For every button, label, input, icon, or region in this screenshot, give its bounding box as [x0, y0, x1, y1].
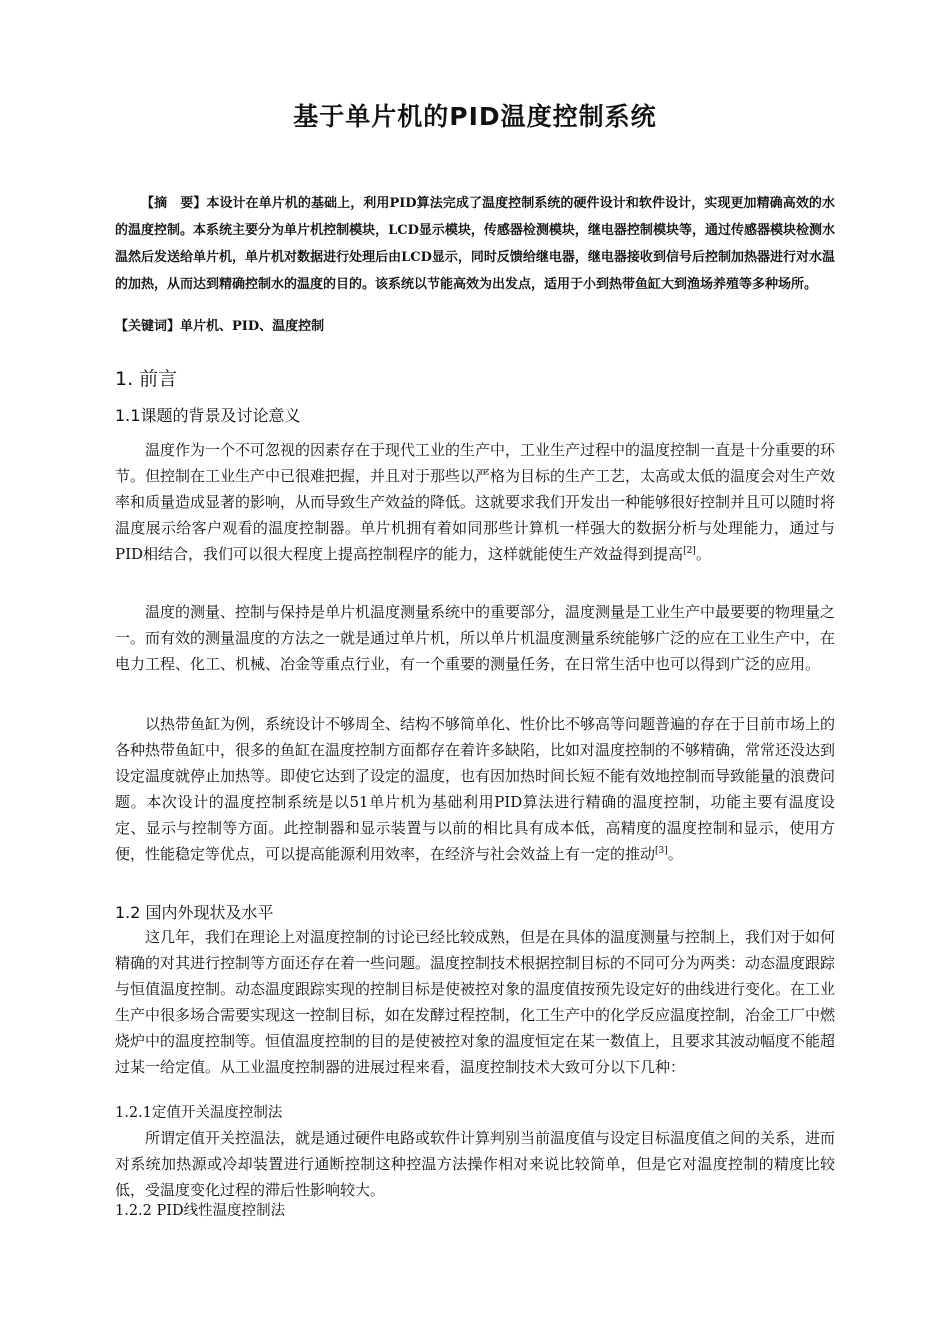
document-title: 基于单片机的PID温度控制系统 [293, 102, 657, 131]
paragraph-text: 温度作为一个不可忽视的因素存在于现代工业的生产中，工业生产过程中的温度控制一直是十分重要的环节。但控制在工业生产中已很难把握，并且对于那些以严格为目标的生产工艺，太高或太低的温度会对生产效率和质量造成显著的影响，从而导致生产效益的降低。这就要求我们开发出一种能够很好控制并且可以随时将温度展示给客户观看的温度控制器。单片机拥有着如同那些计算机一样强大的数据分析与处理能力，通过与PID相结合，我们可以很大程度上提高控制程序的能力，这样就能使生产效益得到提高 [115, 441, 836, 563]
keywords-line: 【关键词】单片机、PID、温度控制 [115, 319, 325, 334]
section-1-1-heading: 1.1课题的背景及讨论意义 [115, 406, 301, 425]
section-1-2-heading: 1.2 国内外现状及水平 [115, 903, 274, 922]
paragraph-end: 。 [695, 545, 711, 563]
citation-ref: [3] [655, 846, 668, 856]
abstract-paragraph: 【摘 要】本设计在单片机的基础上，利用PID算法完成了温度控制系统的硬件设计和软件设计，实现更加精确高效的水的温度控制。本系统主要分为单片机控制模块，LCD显示模块，传感器检测模块，继电器控制模块等，通过传感器模块检测水温然后发送给单片机，单片机对数据进行处理后由LCD显示，同时反馈给继电器，继电器接收到信号后控制加热器进行对水温的加热，从而达到精确控制水的温度的目的。该系统以节能高效为出发点，适用于小到热带鱼缸大到渔场养殖等多种场所。 [115, 196, 835, 292]
paragraph-end: 。 [667, 845, 683, 863]
section-1-heading: 1. 前言 [115, 368, 178, 390]
section-1-2-2-heading: 1.2.2 PID线性温度控制法 [115, 1203, 286, 1219]
section-1-1-paragraph-2: 温度的测量、控制与保持是单片机温度测量系统中的重要部分，温度测量是工业生产中最要要的物理量之一。而有效的测量温度的方法之一就是通过单片机，所以单片机温度测量系统能够广泛的应在工业生产中，在电力工程、化工、机械、冶金等重点行业，有一个重要的测量任务，在日常生活中也可以得到广泛的应用。 [115, 603, 836, 673]
paragraph-text: 以热带鱼缸为例，系统设计不够周全、结构不够简单化、性价比不够高等问题普遍的存在于目前市场上的各种热带鱼缸中，很多的鱼缸在温度控制方面都存在着许多缺陷，比如对温度控制的不够精确，常常还没达到设定温度就停止加热等。即使它达到了设定的温度，也有因加热时间长短不能有效地控制而导致能量的浪费问题。本次设计的温度控制系统是以51单片机为基础利用PID算法进行精确的温度控制，功能主要有温度设定、显示与控制等方面。此控制器和显示装置与以前的相比具有成本低，高精度的温度控制和显示，使用方便，性能稳定等优点，可以提高能源利用效率，在经济与社会效益上有一定的推动 [115, 715, 836, 863]
section-1-2-1-paragraph: 所谓定值开关控温法，就是通过硬件电路或软件计算判别当前温度值与设定目标温度值之间的关系，进而对系统加热源或冷却装置进行通断控制这种控温方法操作相对来说比较简单，但是它对温度控制的精度比较低，受温度变化过程的滞后性影响较大。 [115, 1129, 836, 1199]
section-1-2-1-heading: 1.2.1定值开关温度控制法 [115, 1105, 283, 1121]
section-1-2-paragraph-1: 这几年，我们在理论上对温度控制的讨论已经比较成熟，但是在具体的温度测量与控制上，我们对于如何精确的对其进行控制等方面还存在着一些问题。温度控制技术根据控制目标的不同可分为两类：动态温度跟踪与恒值温度控制。动态温度跟踪实现的控制目标是使被控对象的温度值按预先设定好的曲线进行变化。在工业生产中很多场合需要实现这一控制目标，如在发酵过程控制，化工生产中的化学反应温度控制，冶金工厂中燃烧炉中的温度控制等。恒值温度控制的目的是使被控对象的温度恒定在某一数值上，且要求其波动幅度不能超过某一给定值。从工业温度控制器的进展过程来看，温度控制技术大致可分以下几种： [115, 928, 836, 1076]
section-1-1-paragraph-1 [115, 437, 835, 567]
citation-ref: [2] [683, 546, 696, 556]
section-1-1-paragraph-3 [115, 711, 835, 867]
